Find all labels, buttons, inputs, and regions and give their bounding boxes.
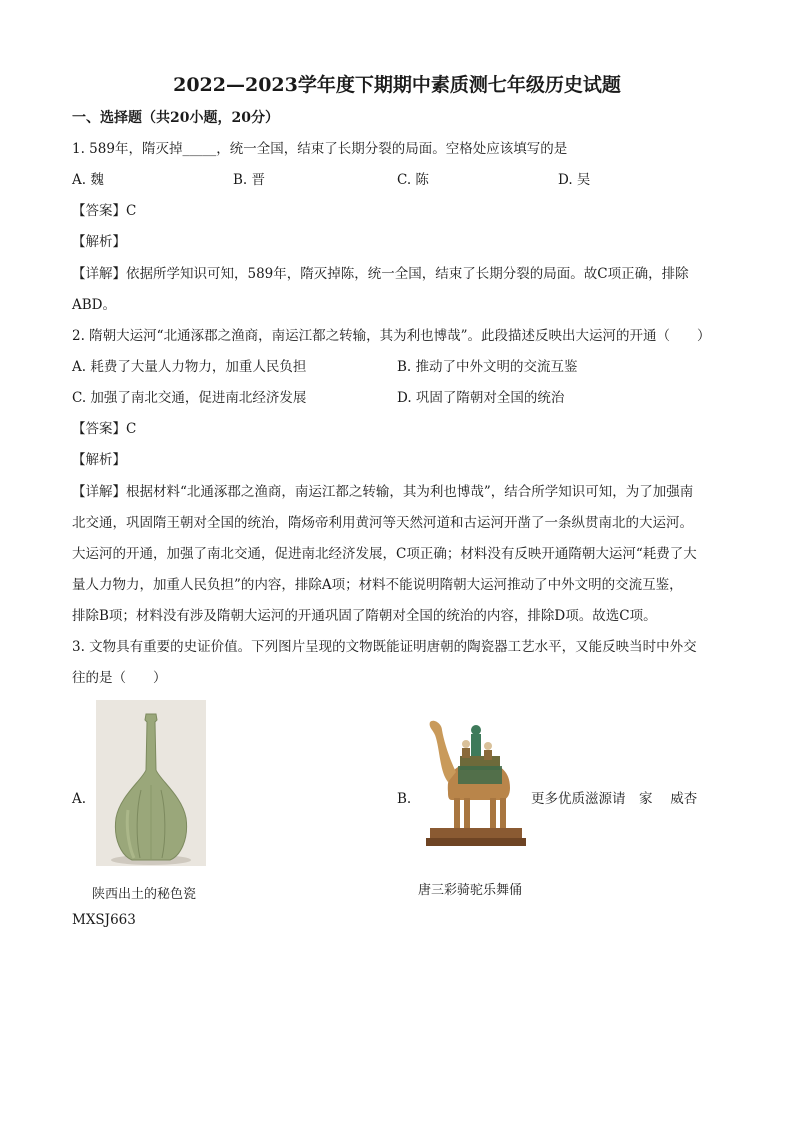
q1-option-a: A. 魏 [72, 172, 104, 188]
q1-option-c: C. 陈 [397, 172, 429, 188]
q2-option-d: D. 巩固了隋朝对全国的统治 [397, 390, 565, 406]
q2-option-c: C. 加强了南北交通，促进南北经济发展 [72, 390, 307, 406]
question-3-stem: 3. 文物具有重要的史证价值。下列图片呈现的文物既能证明唐朝的陶瓷器工艺水平，又能反映当时中外交 [72, 639, 697, 655]
vase-illustration [96, 700, 206, 866]
section-heading: 一、选择题（共20小题，20分） [72, 110, 279, 126]
q2-detail-line: 大运河的开通，加强了南北交通，促进南北经济发展，C项正确；材料没有反映开通隋朝大运河“耗费了大 [72, 546, 697, 562]
q1-analysis: 【解析】 [72, 234, 126, 250]
q1-detail-line: ABD。 [72, 297, 116, 313]
q3-option-a: A. [72, 791, 87, 807]
celadon-vase-image [96, 700, 206, 866]
q2-answer: 【答案】C [72, 421, 137, 437]
q1-answer: 【答案】C [72, 203, 137, 219]
q2-option-a: A. 耗费了大量人力物力，加重人民负担 [72, 359, 307, 375]
camel-illustration [418, 712, 530, 852]
sancai-camel-image [418, 712, 530, 852]
page-title: 2022—2023学年度下期期中素质测七年级历史试题 [173, 74, 621, 96]
question-3-stem: 往的是（ ） [72, 670, 167, 686]
q2-detail-line: 北交通，巩固隋王朝对全国的统治，隋炀帝利用黄河等天然河道和古运河开凿了一条纵贯南北的大运河。 [72, 515, 693, 531]
q1-option-d: D. 吴 [558, 172, 591, 188]
q2-option-b: B. 推动了中外文明的交流互鉴 [397, 359, 578, 375]
question-2-stem: 2. 隋朝大运河“北通涿郡之渔商，南运江都之转输，其为利也博哉”。此段描述反映出大运河的开通（ ） [72, 328, 711, 344]
q2-detail-line: 量人力物力，加重人民负担”的内容，排除A项；材料不能说明隋朝大运河推动了中外文明的交流互鉴， [72, 577, 683, 593]
q2-detail-line: 排除B项；材料没有涉及隋朝大运河的开通巩固了隋朝对全国的统治的内容，排除D项。故选C项。 [72, 608, 657, 624]
q3-caption-a: 陕西出土的秘色瓷 [92, 887, 197, 902]
q2-detail-line: 【详解】根据材料“北通涿郡之渔商，南运江都之转输，其为利也博哉”，结合所学知识可知，为了加强南 [72, 484, 694, 500]
q3-option-b: B. [397, 791, 412, 807]
footer-code: MXSJ663 [72, 912, 136, 928]
q2-analysis: 【解析】 [72, 452, 126, 468]
q1-detail-line: 【详解】依据所学知识可知，589年，隋灭掉陈，统一全国，结束了长期分裂的局面。故C项正确，排除 [72, 266, 689, 282]
q1-option-b: B. 晋 [233, 172, 266, 188]
q3-caption-b: 唐三彩骑驼乐舞俑 [418, 883, 523, 898]
question-1-stem: 1. 589年，隋灭掉_____，统一全国，结束了长期分裂的局面。空格处应该填写的是 [72, 141, 568, 157]
watermark-text: 更多优质滋源请 家 威杏 [531, 791, 698, 807]
